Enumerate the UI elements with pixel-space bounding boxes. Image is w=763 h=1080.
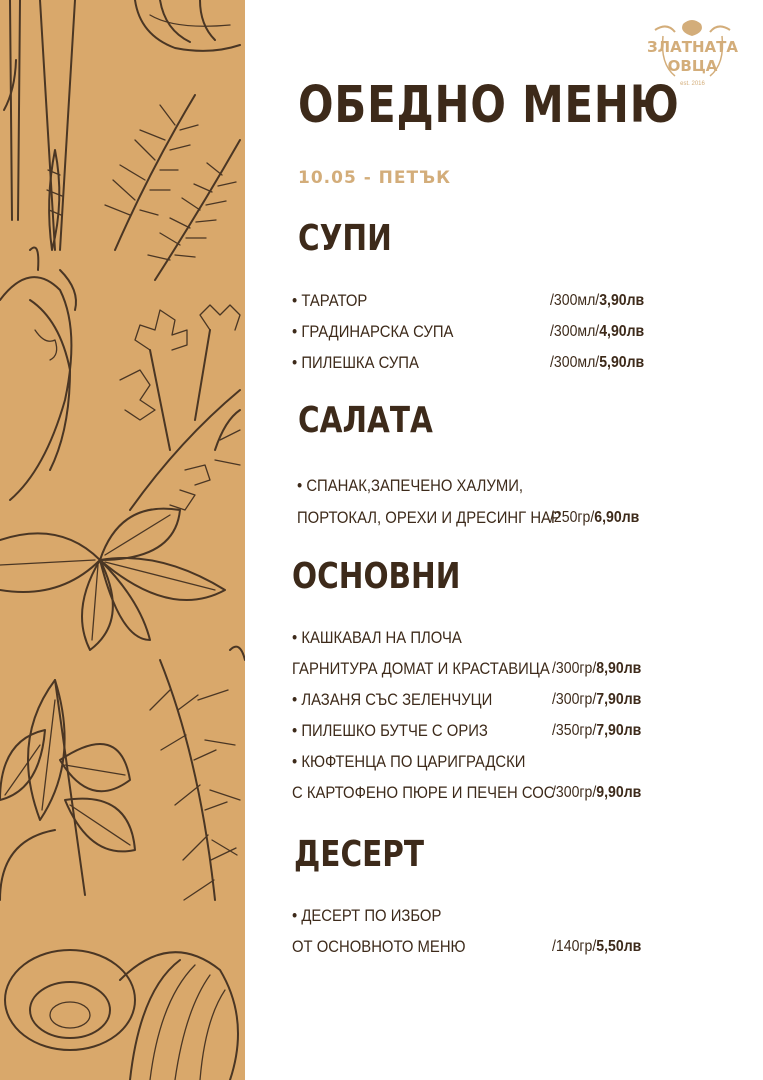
parsley-illustration [120,305,240,510]
logo-text-line2: ОВЦА [667,57,718,75]
menu-item-price: /300мл/4,90лв [550,323,645,340]
botanical-sidebar [0,0,245,1080]
menu-item-price: /300мл/3,90лв [550,292,645,309]
menu-item-name: • ДЕСЕРТ ПО ИЗБОР [292,907,442,925]
menu-item-name: • ЛАЗАНЯ СЪС ЗЕЛЕНЧУЦИ [292,691,493,709]
menu-title: ОБЕДНО МЕНЮ [298,76,680,135]
menu-item-price: /140гр/5,50лв [552,938,642,955]
menu-item-price: /300гр/7,90лв [552,691,642,708]
menu-item-price: /300гр/9,90лв [552,784,642,801]
menu-item-name: • СПАНАК,ЗАПЕЧЕНО ХАЛУМИ, [297,477,524,495]
menu-item-name-cont: ОТ ОСНОВНОТО МЕНЮ [292,938,466,956]
menu-item-name: • КЮФТЕНЦА ПО ЦАРИГРАДСКИ [292,753,526,771]
menu-item-price: /250гр/6,90лв [550,509,640,526]
menu-item-price: /300гр/8,90лв [552,660,642,677]
section-heading-dessert: ДЕСЕРТ [294,834,425,875]
onion-illustration [5,950,238,1080]
rosemary-illustration [105,95,240,280]
dill-illustration [150,647,245,900]
logo-text-line1: ЗЛАТНАТА [647,38,738,56]
botanical-illustration [0,0,245,1080]
menu-item-price: /350гр/7,90лв [552,722,642,739]
mint-leaves-illustration [0,509,225,650]
grass-stalks-illustration [4,0,75,250]
section-heading-salad: САЛАТА [298,400,433,441]
section-heading-soups: СУПИ [298,218,392,259]
section-heading-mains: ОСНОВНИ [292,556,461,597]
pepper-illustration [0,248,76,501]
garlic-illustration [135,0,240,51]
menu-item-price: /300мл/5,90лв [550,354,645,371]
menu-item-name: • ТАРАТОР [292,292,368,310]
menu-date: 10.05 - ПЕТЪК [298,168,451,188]
menu-item-name-cont: С КАРТОФЕНО ПЮРЕ И ПЕЧЕН СОС [292,784,555,802]
menu-item-name-cont: ПОРТОКАЛ, ОРЕХИ И ДРЕСИНГ НАР [297,509,561,527]
menu-item-name: • КАШКАВАЛ НА ПЛОЧА [292,629,462,647]
logo-est: est. 2016 [680,81,705,87]
menu-item-name: • ПИЛЕШКО БУТЧЕ С ОРИЗ [292,722,488,740]
menu-item-name-cont: ГАРНИТУРА ДОМАТ И КРАСТАВИЦА [292,660,550,678]
bay-leaves-illustration [0,680,135,900]
menu-item-name: • ПИЛЕШКА СУПА [292,354,419,372]
menu-item-name: • ГРАДИНАРСКА СУПА [292,323,454,341]
